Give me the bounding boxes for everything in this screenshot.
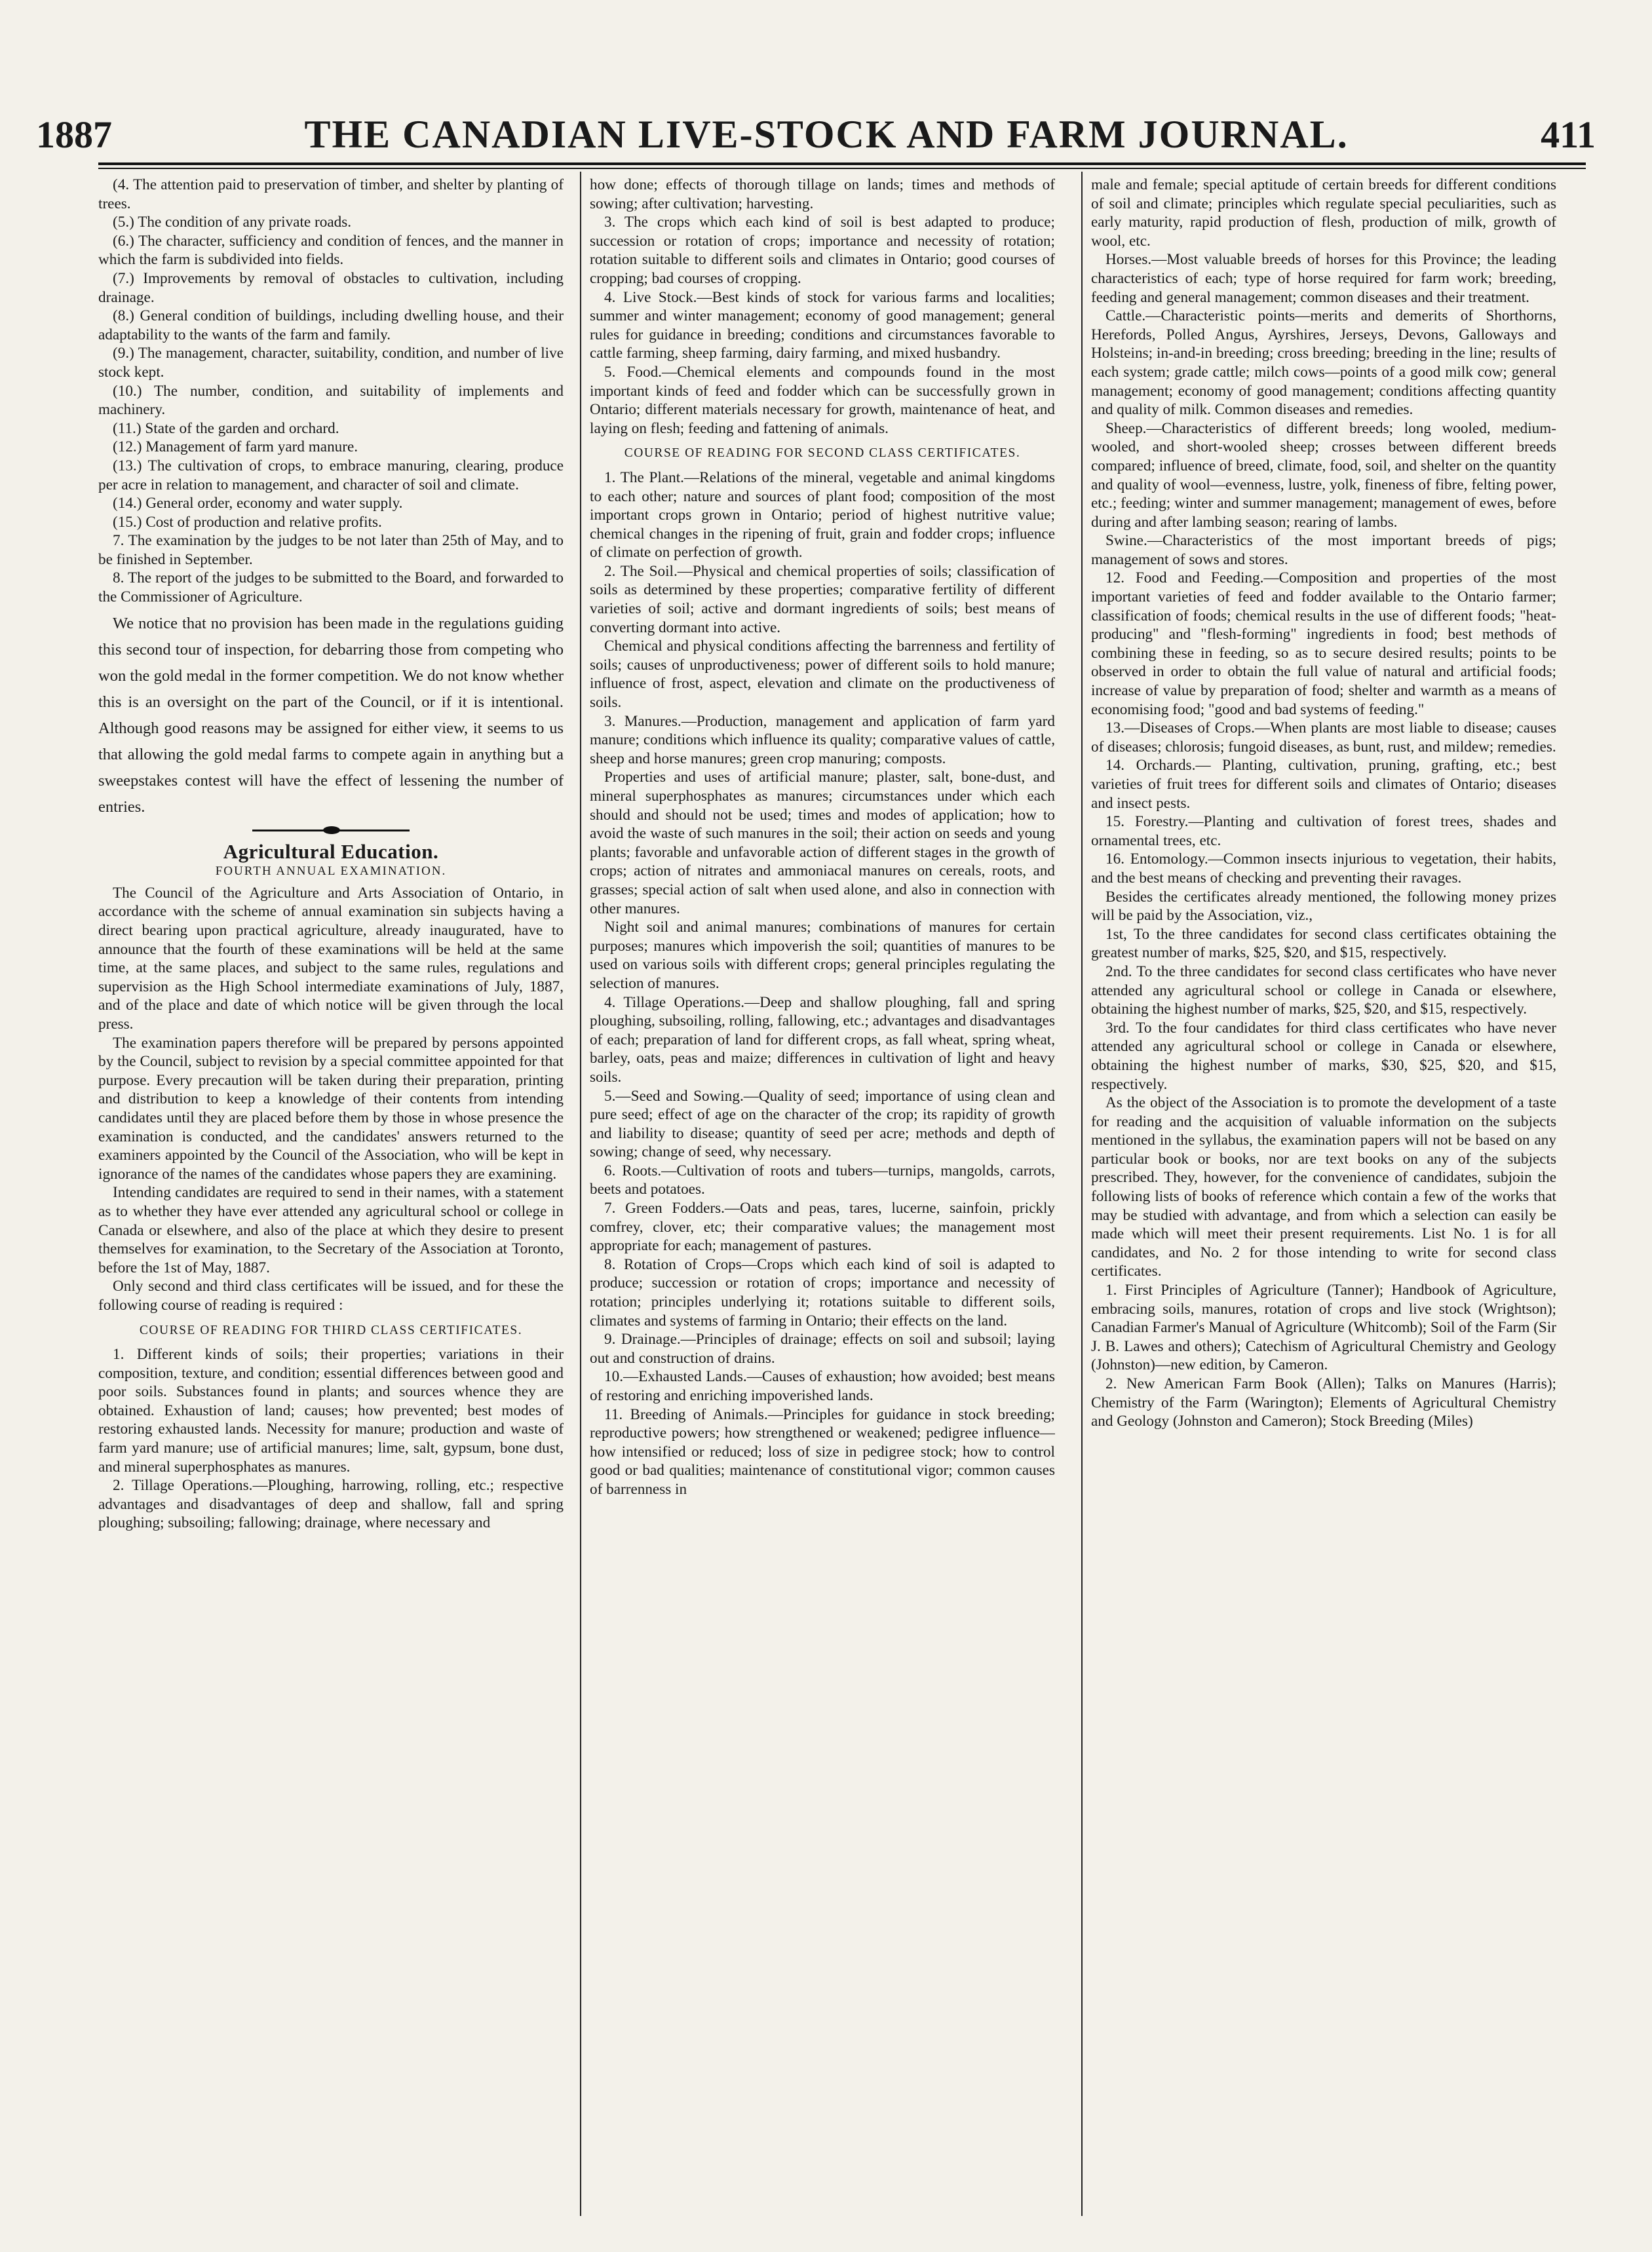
paragraph: As the object of the Association is to promote the development of a taste for reading and the acquisition of valuable information on the subjects mentioned in the syllabus, the examination papers will not be based on any particular book or books, nor are text books on any of the subjects prescribed. They, however, for the convenience of candidates, subjoin the following lists of books of reference which contain a few of the works that may be studied with advantage, and from which a selection can easily be made which will meet their present requirements. List No. 1 is for all candidates, and No. 2 for those intending to write for second class certificates. [1091,1094,1556,1280]
paragraph: how done; effects of thorough tillage on lands; times and methods of sowing; after cultivation; harvesting. [590,176,1055,212]
paragraph: Intending candidates are required to send in their names, with a statement as to whether they have ever attended any agricultural school or college in Canada or elsewhere, and also of the place at which they desire to present themselves for examination, to the Secretary of the Association at Toronto, before the 1st of May, 1887. [98,1184,564,1276]
column-3 [1091,176,1556,2213]
editorial-note: We notice that no provision has been made in the regulations guiding this second tour of inspection, for debarring those from competing who won the gold medal in the former competition. We do not know whether this is an oversight on the part of the Council, or if it is intentional. Although good reasons may be assigned for either view, it seems to us that allowing the gold medal farms to compete again in anything but a sweepstakes contest will have the effect of lessening the number of entries. [98,614,564,816]
course-item: 4. Live Stock.—Best kinds of stock for various farms and localities; summer and winter management; economy of good management; general rules for guidance in breeding; conditions and circumstances favorable to cattle farming, sheep farming, dairy farming, and mixed husbandry. [590,288,1055,362]
course-item: 5. Food.—Chemical elements and compounds found in the most important kinds of feed and fodder which can be successfully grown in Ontario; different materials necessary for growth, maintenance of heat, and laying on flesh; feeding and fattening of animals. [590,363,1055,437]
list-item: (6.) The character, sufficiency and condition of fences, and the manner in which the farm is subdivided into fields. [98,232,564,269]
course-item: 1. Different kinds of soils; their properties; variations in their composition, texture, and condition; essential differences between good and poor soils. Substances found in plants; and sources whence they are obtained. Exhaustion of land; causes; how prevented; best modes of restoring exhausted lands. Necessity for manure; production and waste of farm yard manure; use of artificial manures; lime, salt, gypsum, bone dust, and mineral superphosphates as manures. [98,1346,564,1476]
prize-item: 2nd. To the three candidates for second class certificates who have never attended any agricultural school or college in Canada or elsewhere, obtaining the highest number of marks, $25, $20, and $15, respectively. [1091,963,1556,1018]
list-item: (13.) The cultivation of crops, to embrace manuring, clearing, produce per acre in relation to management, and character of soil and climate. [98,457,564,493]
course-item: 2. The Soil.—Physical and chemical properties of soils; classification of soils as determined by these properties; comparative fertility of different varieties of soil; active and dormant ingredients of soils; best means of converting dormant into active. [590,562,1055,636]
list-item: (14.) General order, economy and water supply. [113,495,403,512]
paragraph: The Council of the Agriculture and Arts Association of Ontario, in accordance with the scheme of annual examination sin subjects having a direct bearing upon practical agriculture, already inaugurated, have to announce that the fourth of these examinations will be held at the same time, at the same places, and subject to the same rules, regulations and supervision as the High School intermediate examinations of July, 1887, and of the place and date of which notice will be given through the local press. [98,884,564,1033]
inspection-list [98,176,564,607]
list-item: (15.) Cost of production and relative profits. [113,513,382,531]
paragraph: The examination papers therefore will be prepared by persons appointed by the Council, subject to revision by a special committee appointed for that purpose. Every precaution will be taken during their preparation, printing and distribution to keep a knowledge of their contents from intending candidates until they are placed before them by those in whose presence the examination is conducted, and the candidates' answers returned to the examiners appointed by the Council of the Association, who will be kept in ignorance of the names of the candidates whose papers they are examining. [98,1034,564,1183]
page-number: 411 [1541,113,1596,156]
course-item: 14. Orchards.— Planting, cultivation, pruning, grafting, etc.; best varieties of fruit trees for different soils and climates of Ontario; diseases and insect pests. [1091,757,1556,812]
paragraph: male and female; special aptitude of certain breeds for different conditions of soil and climate; principles which regulate special peculiarities, such as early maturity, rapid production of flesh, production of milk, growth of wool, etc. [1091,176,1556,250]
section-ornament [252,826,410,836]
column-divider [580,172,581,2216]
header-rule [98,162,1586,165]
course-heading-second-class: COURSE OF READING FOR SECOND CLASS CERTIFICATES. [624,446,1021,461]
course-item: 6. Roots.—Cultivation of roots and tubers—turnips, mangolds, carrots, beets and potatoes. [590,1162,1055,1198]
course-item: Night soil and animal manures; combinations of manures for certain purposes; manures which impoverish the soil; quantities of manures to be used on various soils with different crops; general principles regulating the selection of manures. [590,919,1055,992]
course-item: Swine.—Characteristics of the most important breeds of pigs; management of sows and stores. [1091,532,1556,568]
list-item: (8.) General condition of buildings, including dwelling house, and their adaptability to the wants of the farm and family. [98,307,564,343]
list-item: (7.) Improvements by removal of obstacles to cultivation, including drainage. [98,269,564,306]
book-list: 2. New American Farm Book (Allen); Talks on Manures (Harris); Chemistry of the Farm (Warington); Elements of Agricultural Chemistry and Geology (Johnston and Cameron); Stock Breeding (Miles) [1091,1375,1556,1430]
page-header [36,108,1596,161]
course-item: Chemical and physical conditions affecting the barrenness and fertility of soils; causes of unproductiveness; power of different soils to hold manure; influence of frost, aspect, elevation and climate on the productiveness of soils. [590,638,1055,712]
course-item: 12. Food and Feeding.—Composition and properties of the most important varieties of feed and fodder available to the Ontario farmer; classification of foods; chemical results in the use of different foods; "heat-producing" and "flesh-forming" ingredients in food; best methods of combining these in feeding, so as to secure desired results; points to be observed in order to obtain the full value of natural and artificial foods; increase of value by preparation of food; shelter and warmth as a means of economising food; "good and bad systems of feeding." [1091,569,1556,718]
course-item: Horses.—Most valuable breeds of horses for this Province; the leading characteristics of each; type of horse required for farm work; breeding, feeding and general management; common diseases and their treatment. [1091,251,1556,306]
list-item: 7. The examination by the judges to be not later than 25th of May, and to be finished in September. [98,532,564,568]
header-year: 1887 [36,113,112,156]
list-item: 8. The report of the judges to be submitted to the Board, and forwarded to the Commissioner of Agriculture. [98,569,564,606]
prize-item: 1st, To the three candidates for second class certificates obtaining the greatest number of marks, $25, $20, and $15, respectively. [1091,925,1556,962]
column-divider [1081,172,1083,2216]
list-item: (4. The attention paid to preservation of timber, and shelter by planting of trees. [98,176,564,212]
course-item: Sheep.—Characteristics of different breeds; long wooled, medium-wooled, and short-wooled sheep; crosses between different breeds compared; influence of breed, climate, food, soil, and shelter on the quantity and quality of wool—evenness, lustre, yolk, fineness of fibre, felting power, etc.; feeding; winter and summer management; management of ewes, before during and after lambing season; rearing of lambs. [1091,419,1556,531]
course-item: 16. Entomology.—Common insects injurious to vegetation, their habits, and the best means of checking and preventing their ravages. [1091,850,1556,887]
course-item: 1. The Plant.—Relations of the mineral, vegetable and animal kingdoms to each other; nature and sources of plant food; composition of the most important crops grown in Ontario; period of highest nutritive value; chemical changes in the ripening of fruit, grain and fodder crops; influence of climate on perfection of growth. [590,468,1055,562]
course-item: 8. Rotation of Crops—Crops which each kind of soil is adapted to produce; succession or rotation of crops; importance and necessity of rotation; principles underlying it; rotations suitable to different soils, climates and systems of farming in Ontario; their effects on the land. [590,1255,1055,1329]
course-item: 4. Tillage Operations.—Deep and shallow ploughing, fall and spring ploughing, subsoiling, rolling, fallowing, etc.; advantages and disadvantages of each; preparation of land for different crops, as fall wheat, spring wheat, barley, oats, peas and maize; differences in cultivation of light and heavy soils. [590,993,1055,1086]
list-item: (9.) The management, character, suitability, condition, and number of live stock kept. [98,345,564,381]
list-item: (12.) Management of farm yard manure. [113,438,358,456]
course-item: Properties and uses of artificial manure; plaster, salt, bone-dust, and mineral superphosphates as manures; circumstances under which each should and should not be used; times and modes of application; how to avoid the waste of such manures in the soil; their action on seeds and young plants; favorable and unfavorable action of different stages in the growth of crops; action of nitrates and ammoniacal manures on cereals, roots, and grasses; special action of salt when used alone, and also in connection with other manures. [590,769,1055,917]
section-subtitle: FOURTH ANNUAL EXAMINATION. [215,864,447,879]
course-item: 10.—Exhausted Lands.—Causes of exhaustion; how avoided; best means of restoring and enriching impoverished lands. [590,1368,1055,1404]
course-item: 2. Tillage Operations.—Ploughing, harrowing, rolling, etc.; respective advantages and disadvantages of deep and shallow, fall and spring ploughing; subsoiling; fallowing; drainage, where necessary and [98,1477,564,1532]
journal-title: THE CANADIAN LIVE-STOCK AND FARM JOURNAL. [304,112,1349,156]
list-item: (5.) The condition of any private roads. [113,214,352,231]
course-heading-third-class: COURSE OF READING FOR THIRD CLASS CERTIFICATES. [139,1323,523,1337]
course-item: 3. The crops which each kind of soil is best adapted to produce; succession or rotation of crops; importance and necessity of rotation; rotation suitable to different soils and climates in Ontario; good courses of cropping; bad courses of cropping. [590,214,1055,287]
prize-item: 3rd. To the four candidates for third class certificates who have never attended any agricultural school or college in Canada or elsewhere, obtaining the highest number of marks, $30, $25, $20, and $15, respectively. [1091,1019,1556,1093]
header-rule-thin [98,168,1586,169]
course-item: 15. Forestry.—Planting and cultivation of forest trees, shades and ornamental trees, etc. [1091,813,1556,849]
course-item: 11. Breeding of Animals.—Principles for guidance in stock breeding; reproductive powers; how strengthened or weakened; pedigree influence—how intensified or reduced; loss of size in pedigree stock; how to control good or bad qualities; maintenance of constitutional vigor; common causes of barrenness in [590,1405,1055,1498]
course-item: 9. Drainage.—Principles of drainage; effects on soil and subsoil; laying out and construction of drains. [590,1331,1055,1367]
course-item: 3. Manures.—Production, management and application of farm yard manure; conditions which influence its quality; comparative values of cattle, sheep and horse manures; green crop manuring; composts. [590,712,1055,767]
course-item: 7. Green Fodders.—Oats and peas, tares, lucerne, sainfoin, prickly comfrey, clover, etc; their comparative values; the management most appropriate for each; management of pastures. [590,1200,1055,1255]
section-title: Agricultural Education. [223,839,439,863]
paragraph: Besides the certificates already mentioned, the following money prizes will be paid by the Association, viz., [1091,888,1556,925]
book-list: 1. First Principles of Agriculture (Tanner); Handbook of Agriculture, embracing soils, manures, rotation of crops and live stock (Wrightson); Canadian Farmer's Manual of Agriculture (Whitcomb); Soil of the Farm (Sir J. B. Lawes and others); Catechism of Agricultural Chemistry and Geology (Johnston)—new edition, by Cameron. [1091,1282,1556,1374]
column-2 [590,176,1055,2213]
list-item: (11.) State of the garden and orchard. [113,419,339,437]
list-item: (10.) The number, condition, and suitability of implements and machinery. [98,382,564,419]
course-item: 5.—Seed and Sowing.—Quality of seed; importance of using clean and pure seed; effect of age on the character of the crop; its rapidity of growth and liability to disease; quantity of seed per acre; methods and depth of sowing; change of seed, why necessary. [590,1087,1055,1161]
paragraph: Only second and third class certificates will be issued, and for these the following course of reading is required : [98,1278,564,1314]
course-item: Cattle.—Characteristic points—merits and demerits of Shorthorns, Herefords, Polled Angus, Ayrshires, Jerseys, Devons, Galloways and Holsteins; in-and-in breeding; cross breeding; breeding in the line; results of each system; grade cattle; milch cows—points of a good milk cow; general management; economy of good management; conditions affecting quantity and quality of milk. Common diseases and remedies. [1091,307,1556,419]
course-item: 13.—Diseases of Crops.—When plants are most liable to disease; causes of diseases; chlorosis; fungoid diseases, as bunt, rust, and mildew; remedies. [1091,719,1556,755]
column-1 [98,176,564,2213]
